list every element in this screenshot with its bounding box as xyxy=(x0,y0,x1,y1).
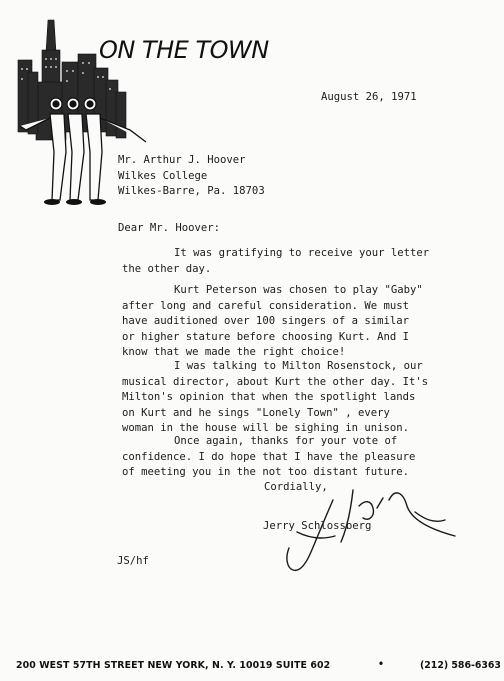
text-line: know that we made the right choice! xyxy=(122,346,346,359)
text-line: Kurt Peterson was chosen to play "Gaby" xyxy=(174,284,423,296)
paragraph xyxy=(122,246,429,277)
recipient-city: Wilkes-Barre, Pa. 18703 xyxy=(118,185,265,198)
letterhead-title: ON THE TOWN xyxy=(99,36,269,64)
footer-separator: • xyxy=(378,659,384,670)
footer-address: 200 WEST 57TH STREET NEW YORK, N. Y. 10019 SUITE 602 xyxy=(16,660,331,671)
text-line: Milton's opinion that when the spotlight lands xyxy=(122,391,416,404)
recipient-name: Mr. Arthur J. Hoover xyxy=(118,154,246,166)
typist-initials: JS/hf xyxy=(117,555,149,567)
text-line: after long and careful consideration. We must xyxy=(122,299,410,312)
text-line: confidence. I do hope that I have the pleasure xyxy=(122,450,416,463)
letterhead-footer xyxy=(16,660,500,674)
text-line: woman in the house will be sighing in unison. xyxy=(122,422,410,435)
text-line: or higher stature before choosing Kurt. And I xyxy=(122,330,410,343)
text-line: the other day. xyxy=(122,262,212,275)
letter-date: August 26, 1971 xyxy=(321,91,417,103)
text-line: Once again, thanks for your vote of xyxy=(174,435,398,447)
recipient-address xyxy=(118,153,265,200)
recipient-institution: Wilkes College xyxy=(118,169,208,182)
paragraph xyxy=(122,434,415,481)
salutation: Dear Mr. Hoover: xyxy=(118,222,221,234)
paragraph xyxy=(122,359,428,437)
closing: Cordially, xyxy=(264,481,328,493)
paragraph xyxy=(122,283,423,361)
crescent-moon-icon xyxy=(77,8,94,24)
text-line: I was talking to Milton Rosenstock, our xyxy=(174,360,423,372)
text-line: It was gratifying to receive your letter xyxy=(174,247,430,259)
text-line: on Kurt and he sings "Lonely Town" , every xyxy=(122,406,390,419)
signer-name: Jerry Schlossberg xyxy=(263,520,372,532)
text-line: have auditioned over 100 singers of a similar xyxy=(122,315,410,328)
footer-phone: (212) 586-6363 xyxy=(420,660,501,671)
text-line: of meeting you in the not too distant future. xyxy=(122,466,410,479)
text-line: musical director, about Kurt the other day. It's xyxy=(122,375,429,388)
